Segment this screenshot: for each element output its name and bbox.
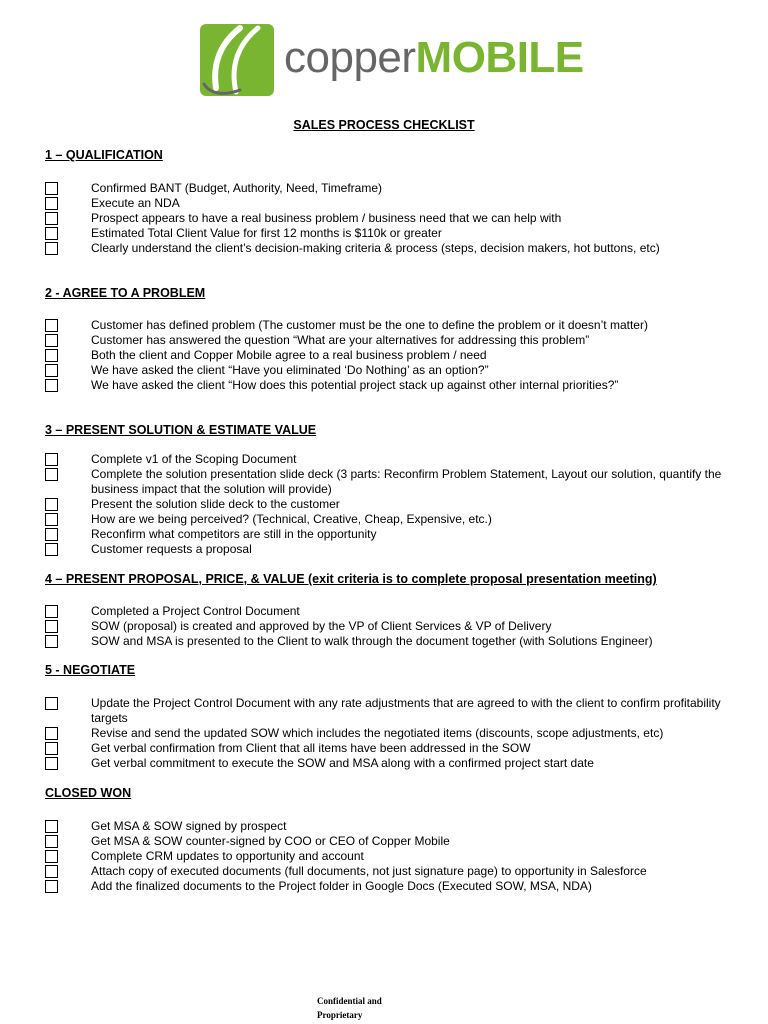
logo-text-mobile: MOBILE — [415, 33, 584, 82]
checklist-item — [45, 834, 735, 849]
checklist-item — [45, 604, 735, 619]
item-text: Get MSA & SOW counter-signed by COO or CEO of Copper Mobile — [91, 834, 450, 848]
checkbox[interactable] — [45, 865, 58, 878]
item-text: Reconfirm what competitors are still in the opportunity — [91, 527, 377, 541]
checkbox[interactable] — [45, 635, 58, 648]
checkbox[interactable] — [45, 742, 58, 755]
checkbox[interactable] — [45, 334, 58, 347]
item-text: SOW and MSA is presented to the Client to walk through the document together (with Solutions Engineer) — [91, 634, 653, 648]
checkbox[interactable] — [45, 620, 58, 633]
item-text: Customer has answered the question “What are your alternatives for addressing this problem” — [91, 333, 590, 347]
item-text: We have asked the client “How does this potential project stack up against other internal priorities?” — [91, 378, 619, 392]
item-text: We have asked the client “Have you eliminated ‘Do Nothing’ as an option?” — [91, 363, 489, 377]
checklist-item — [45, 542, 735, 557]
checkbox[interactable] — [45, 468, 58, 481]
checklist-item — [45, 452, 735, 467]
checklist-item — [45, 211, 735, 226]
item-text: Update the Project Control Document with any rate adjustments that are agreed to with the client to confirm profitability targets — [91, 696, 721, 725]
checkbox[interactable] — [45, 227, 58, 240]
item-text: Add the finalized documents to the Project folder in Google Docs (Executed SOW, MSA, NDA) — [91, 879, 592, 893]
checklist-item — [45, 363, 735, 378]
section-heading-negotiate: 5 - NEGOTIATE — [45, 663, 136, 677]
checkbox[interactable] — [45, 197, 58, 210]
checklist-item — [45, 741, 735, 756]
item-text: SOW (proposal) is created and approved by the VP of Client Services & VP of Delivery — [91, 619, 552, 633]
item-text: Clearly understand the client’s decision-making criteria & process (steps, decision makers, hot buttons, etc) — [91, 241, 660, 255]
checklist-closed-won — [45, 819, 735, 894]
checkbox[interactable] — [45, 543, 58, 556]
checklist-item — [45, 241, 735, 256]
checklist-qualification — [45, 181, 735, 256]
checkbox[interactable] — [45, 319, 58, 332]
checklist-item — [45, 527, 735, 542]
checkbox[interactable] — [45, 605, 58, 618]
checklist-item — [45, 864, 735, 879]
checklist-item — [45, 756, 735, 771]
footer-line-1: Confidential and — [317, 996, 382, 1006]
checkbox[interactable] — [45, 182, 58, 195]
checkbox[interactable] — [45, 727, 58, 740]
item-text: Present the solution slide deck to the customer — [91, 497, 340, 511]
checkbox[interactable] — [45, 880, 58, 893]
checklist-item — [45, 467, 735, 497]
section-heading-agree-to-problem: 2 - AGREE TO A PROBLEM — [45, 286, 206, 300]
checkbox[interactable] — [45, 379, 58, 392]
checklist-negotiate — [45, 696, 735, 771]
checkbox[interactable] — [45, 364, 58, 377]
item-text: Get MSA & SOW signed by prospect — [91, 819, 287, 833]
footer-confidential — [317, 994, 407, 1022]
checklist-item — [45, 819, 735, 834]
item-text: Both the client and Copper Mobile agree to a real business problem / need — [91, 348, 487, 362]
checklist-item — [45, 181, 735, 196]
item-text: Complete v1 of the Scoping Document — [91, 452, 297, 466]
section-heading-closed-won: CLOSED WON — [45, 786, 132, 800]
checklist-item — [45, 318, 735, 333]
checkbox[interactable] — [45, 513, 58, 526]
item-text: Get verbal confirmation from Client that all items have been addressed in the SOW — [91, 741, 531, 755]
checklist-item — [45, 497, 735, 512]
section-heading-qualification: 1 – QUALIFICATION — [45, 148, 163, 162]
checklist-item — [45, 512, 735, 527]
section-heading-present-proposal: 4 – PRESENT PROPOSAL, PRICE, & VALUE (exit criteria is to complete proposal presentation meeting) — [45, 572, 657, 586]
checkbox[interactable] — [45, 697, 58, 710]
copper-mobile-logo — [200, 24, 584, 96]
checklist-item — [45, 196, 735, 211]
checklist-item — [45, 634, 735, 649]
checkbox[interactable] — [45, 820, 58, 833]
item-text: How are we being perceived? (Technical, Creative, Cheap, Expensive, etc.) — [91, 512, 492, 526]
checklist-agree-to-problem — [45, 318, 735, 393]
checkbox[interactable] — [45, 453, 58, 466]
item-text: Completed a Project Control Document — [91, 604, 300, 618]
checklist-item — [45, 849, 735, 864]
checkbox[interactable] — [45, 528, 58, 541]
checklist-item — [45, 879, 735, 894]
checklist-item — [45, 333, 735, 348]
item-text: Attach copy of executed documents (full documents, not just signature page) to opportunity in Salesforce — [91, 864, 647, 878]
item-text: Get verbal commitment to execute the SOW and MSA along with a confirmed project start date — [91, 756, 594, 770]
checklist-item — [45, 378, 735, 393]
checkbox[interactable] — [45, 242, 58, 255]
checkbox[interactable] — [45, 850, 58, 863]
checkbox[interactable] — [45, 835, 58, 848]
logo-text-copper: copper — [284, 33, 416, 82]
checklist-item — [45, 348, 735, 363]
checkbox[interactable] — [45, 498, 58, 511]
item-text: Complete CRM updates to opportunity and account — [91, 849, 364, 863]
item-text: Complete the solution presentation slide deck (3 parts: Reconfirm Problem Statement, Layout our solution, quantify the business impact that the solution will provide) — [91, 467, 722, 496]
checkbox[interactable] — [45, 757, 58, 770]
checklist-item — [45, 619, 735, 634]
item-text: Customer requests a proposal — [91, 542, 252, 556]
logo-wordmark — [284, 32, 584, 84]
checklist-item — [45, 226, 735, 241]
checklist-item — [45, 726, 735, 741]
checklist-present-solution — [45, 452, 735, 557]
checklist-item — [45, 696, 735, 726]
item-text: Customer has defined problem (The customer must be the one to define the problem or it doesn’t matter) — [91, 318, 648, 332]
footer-line-2: Proprietary — [317, 1010, 363, 1020]
item-text: Execute an NDA — [91, 196, 180, 210]
item-text: Revise and send the updated SOW which includes the negotiated items (discounts, scope adjustments, etc) — [91, 726, 664, 740]
checkbox[interactable] — [45, 212, 58, 225]
checkbox[interactable] — [45, 349, 58, 362]
section-heading-present-solution: 3 – PRESENT SOLUTION & ESTIMATE VALUE — [45, 423, 317, 437]
item-text: Estimated Total Client Value for first 12 months is $110k or greater — [91, 226, 442, 240]
logo-swoosh-icon — [200, 24, 274, 96]
checklist-present-proposal — [45, 604, 735, 649]
item-text: Prospect appears to have a real business problem / business need that we can help with — [91, 211, 562, 225]
item-text: Confirmed BANT (Budget, Authority, Need, Timeframe) — [91, 181, 383, 195]
document-title: SALES PROCESS CHECKLIST — [293, 118, 475, 132]
